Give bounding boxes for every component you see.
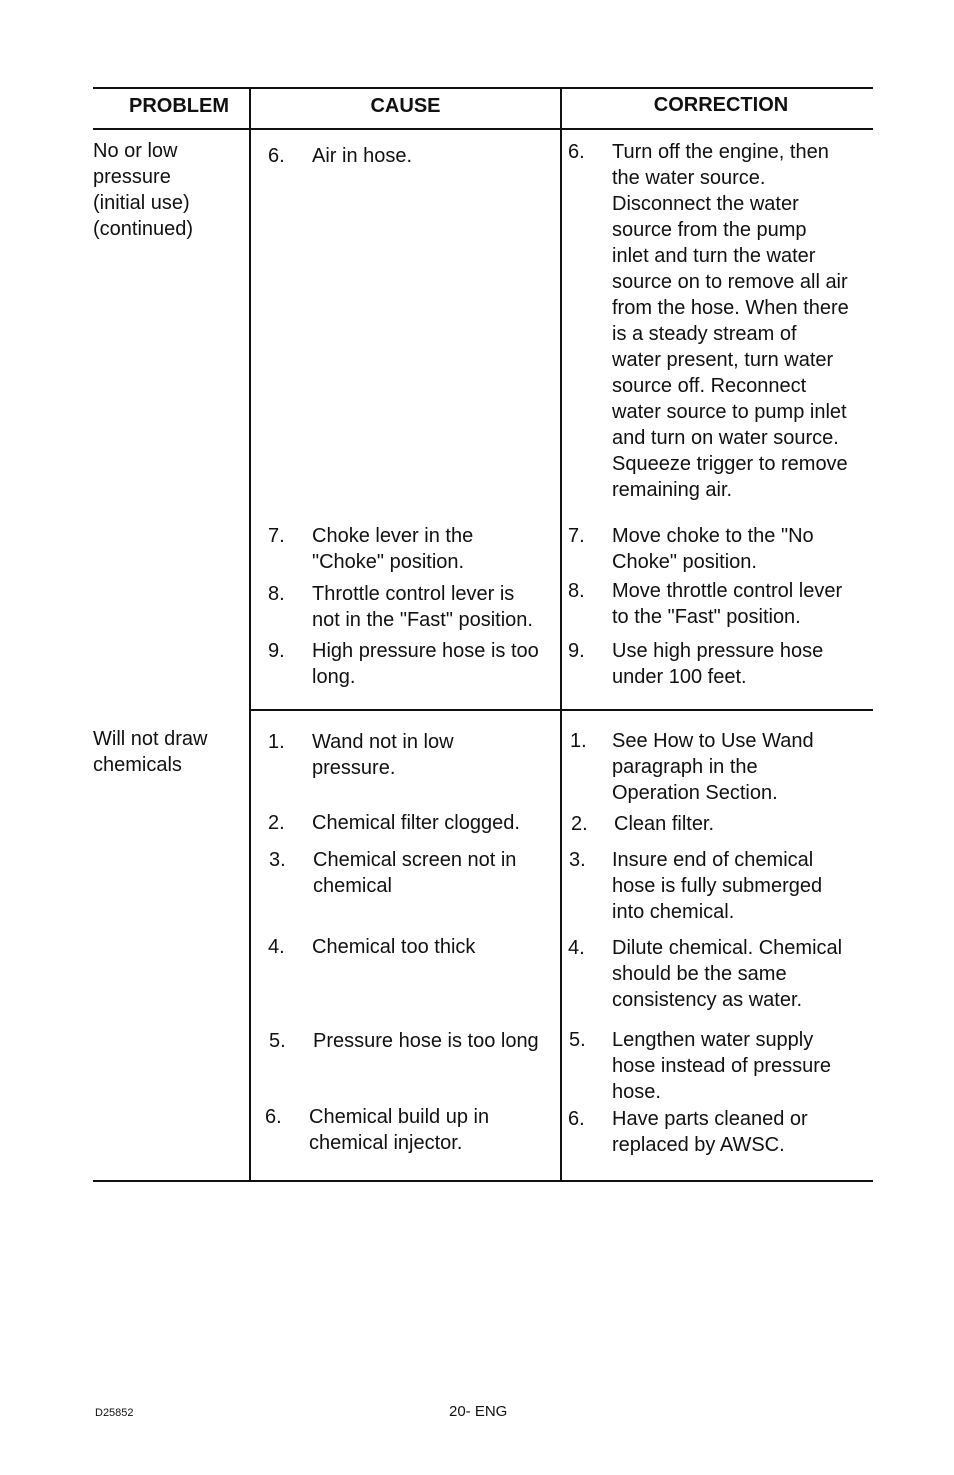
cause-text: Choke lever in the "Choke" position. [312, 525, 474, 573]
cause-number: 5. [269, 1030, 286, 1052]
cause-number: 4. [268, 936, 285, 958]
correction-number: 6. [568, 141, 585, 163]
header-cause: CAUSE [370, 95, 441, 117]
correction-number: 9. [568, 640, 585, 662]
header-correction: CORRECTION [653, 94, 789, 116]
document-code: D25852 [95, 1407, 134, 1419]
cause-number: 9. [268, 640, 285, 662]
cause-text: High pressure hose is too long. [312, 640, 539, 688]
correction-number: 1. [570, 730, 587, 752]
cause-text: Chemical build up in chemical injector. [309, 1106, 490, 1154]
correction-text: See How to Use Wand paragraph in the Operation Section. [612, 730, 814, 804]
correction-number: 6. [568, 1108, 585, 1130]
correction-text: Move choke to the "No Choke" position. [612, 525, 814, 573]
header-problem: PROBLEM [129, 95, 229, 117]
cause-number: 6. [268, 145, 285, 167]
correction-text: Have parts cleaned or replaced by AWSC. [612, 1108, 808, 1156]
cause-number: 7. [268, 525, 285, 547]
correction-number: 4. [568, 937, 585, 959]
cause-text: Wand not in low pressure. [312, 731, 454, 779]
problem-no-or-low-pressure: No or low pressure (initial use) (continued) [93, 140, 194, 240]
column-divider-problem-cause [249, 87, 251, 1182]
cause-number: 2. [268, 812, 285, 834]
correction-number: 7. [568, 525, 585, 547]
cause-number: 6. [265, 1106, 282, 1128]
cause-text: Pressure hose is too long [313, 1030, 539, 1052]
cause-number: 3. [269, 849, 286, 871]
correction-text: Use high pressure hose under 100 feet. [612, 640, 824, 688]
correction-text: Lengthen water supply hose instead of pressure hose. [612, 1029, 832, 1103]
cause-text: Air in hose. [312, 145, 413, 167]
cause-text: Chemical screen not in chemical [313, 849, 517, 897]
cause-text: Chemical too thick [312, 936, 476, 958]
correction-number: 2. [571, 813, 588, 835]
correction-text: Clean filter. [614, 813, 715, 835]
cause-text: Throttle control lever is not in the "Fast" position. [312, 583, 533, 631]
correction-text: Turn off the engine, then the water source. Disconnect the water source from the pump inlet and turn the water source on to remove all air from the hose. When there is a steady stream of water present, turn water source off. Reconnect water source to pump inlet and turn on water source. Squeeze trigger to remove remaining air. [612, 141, 849, 501]
cause-text: Chemical filter clogged. [312, 812, 520, 834]
correction-text: Insure end of chemical hose is fully submerged into chemical. [612, 849, 823, 923]
problem-will-not-draw-chemicals: Will not draw chemicals [93, 728, 208, 776]
table-bottom-rule [93, 1180, 873, 1182]
correction-number: 5. [569, 1029, 586, 1051]
correction-text: Dilute chemical. Chemical should be the same consistency as water. [612, 937, 843, 1011]
correction-text: Move throttle control lever to the "Fast" position. [612, 580, 843, 628]
correction-number: 8. [568, 580, 585, 602]
cause-number: 8. [268, 583, 285, 605]
column-divider-cause-correction [560, 87, 562, 1182]
header-bottom-rule [93, 128, 873, 130]
correction-number: 3. [569, 849, 586, 871]
cause-number: 1. [268, 731, 285, 753]
page-number: 20- ENG [449, 1403, 508, 1420]
table-top-rule [93, 87, 873, 89]
